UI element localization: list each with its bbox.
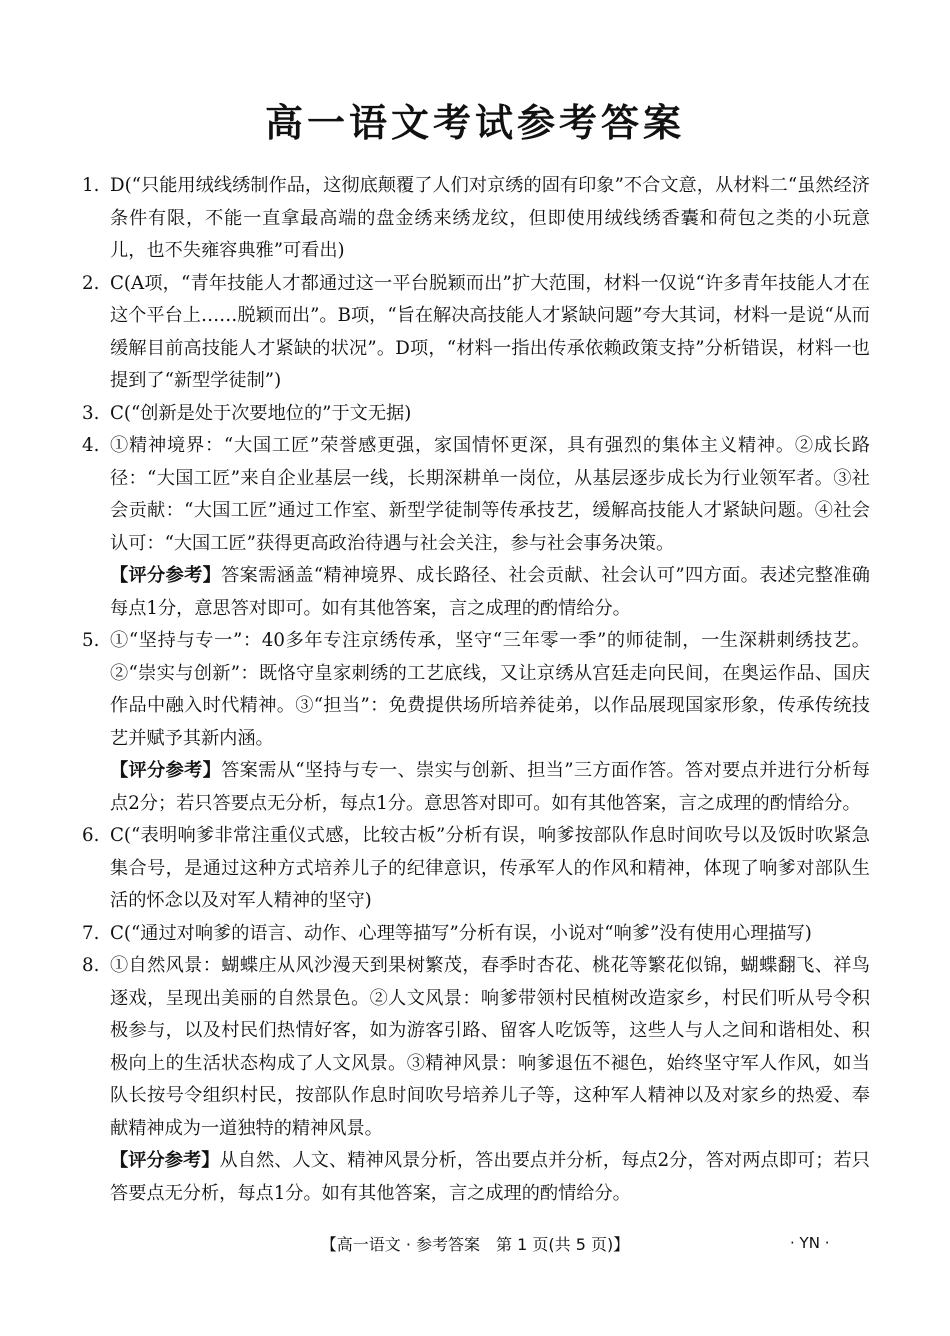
answer-item-1 xyxy=(82,170,870,268)
scoring-label: 【评分参考】 xyxy=(110,565,222,586)
scoring-text: 答案需涵盖“精神境界、成长路径、社会贡献、社会认可”四方面。表述完整准确每点1分，意思答对即可。如有其他答案，言之成理的酌情给分。 xyxy=(110,565,870,619)
scoring-label: 【评分参考】 xyxy=(110,1150,220,1171)
item-text: ①自然风景：蝴蝶庄从风沙漫天到果树繁茂，春季时杏花、桃花等繁花似锦，蝴蝶翻飞、祥鸟逐戏，呈现出美丽的自然景色。②人文风景：响爹带领村民植树改造家乡，村民们听从号令积极参与，以及村民们热情好客，如为游客引路、留客人吃饭等，这些人与人之间和谐相处、积极向上的生活状态构成了人文风景。③精神风景：响爹退伍不褪色，始终坚守军人作风，如当队长按号令组织村民，按部队作息时间吹号培养儿子等，这种军人精神以及对家乡的热爱、奉献精神成为一道独特的精神风景。 xyxy=(110,955,870,1139)
page-title: 高一语文考试参考答案 xyxy=(264,101,685,145)
item-number: 1. xyxy=(82,175,100,196)
answer-item-2 xyxy=(82,268,870,398)
item-text: C(“创新是处于次要地位的”于文无据) xyxy=(110,402,412,424)
answer-item-8 xyxy=(82,950,870,1145)
item-number: 4. xyxy=(82,435,100,456)
item-text: C(“表明响爹非常注重仪式感，比较古板”分析有误，响爹按部队作息时间吹号以及饭时吹紧急集合号，是通过这种方式培养儿子的纪律意识，传承军人的作风和精神，体现了响爹对部队生活的怀念以及对军人精神的坚守) xyxy=(110,825,870,911)
scoring-note-8 xyxy=(82,1145,870,1210)
scoring-text: 从自然、人文、精神风景分析，答出要点并分析，每点2分，答对两点即可；若只答要点无分析，每点1分。如有其他答案，言之成理的酌情给分。 xyxy=(110,1150,870,1204)
item-text: D(“只能用绒线绣制作品，这彻底颠覆了人们对京绣的固有印象”不合文意，从材料二“虽然经济条件有限，不能一直拿最高端的盘金绣来绣龙纹，但即使用绒线绣香囊和荷包之类的小玩意儿，也不失雍容典雅”可看出) xyxy=(110,175,870,261)
answer-content xyxy=(82,170,870,1210)
scoring-label: 【评分参考】 xyxy=(110,760,222,781)
item-number: 5. xyxy=(82,630,100,651)
answer-item-6 xyxy=(82,820,870,918)
item-number: 3. xyxy=(82,402,100,424)
item-text: ①“坚持与专一”：40多年专注京绣传承，坚守“三年零一季”的师徒制，一生深耕刺绣技艺。②“崇实与创新”：既恪守皇家刺绣的工艺底线，又让京绣从宫廷走向民间，在奥运作品、国庆作品中融入时代精神。③“担当”：免费提供场所培养徒弟，以作品展现国家形象，传承传统技艺并赋予其新内涵。 xyxy=(110,630,870,749)
footer-code: · YN · xyxy=(790,1234,830,1252)
item-text: ①精神境界：“大国工匠”荣誉感更强，家国情怀更深，具有强烈的集体主义精神。②成长路径：“大国工匠”来自企业基层一线，长期深耕单一岗位，从基层逐步成长为行业领军者。③社会贡献：“大国工匠”通过工作室、新型学徒制等传承技艺，缓解高技能人才紧缺问题。④社会认可：“大国工匠”获得更高政治待遇与社会关注，参与社会事务决策。 xyxy=(110,435,870,554)
item-text: C(A项，“青年技能人才都通过这一平台脱颖而出”扩大范围，材料一仅说“许多青年技能人才在这个平台上……脱颖而出”。B项，“旨在解决高技能人才紧缺问题”夸大其词，材料一是说“从而缓解目前高技能人才紧缺的状况”。D项，“材料一指出传承依赖政策支持”分析错误，材料一也提到了“新型学徒制”) xyxy=(110,272,870,391)
item-number: 7. xyxy=(82,922,100,944)
answer-item-7 xyxy=(82,918,870,951)
item-text: C(“通过对响爹的语言、动作、心理等描写”分析有误，小说对“响爹”没有使用心理描写) xyxy=(110,922,812,944)
scoring-note-5 xyxy=(82,755,870,820)
item-number: 8. xyxy=(82,955,100,976)
scoring-text: 答案需从“坚持与专一、崇实与创新、担当”三方面作答。答对要点并进行分析每点2分；若只答要点无分析，每点1分。意思答对即可。如有其他答案，言之成理的酌情给分。 xyxy=(110,760,870,814)
scoring-note-4 xyxy=(82,560,870,625)
answer-item-3 xyxy=(82,398,870,431)
answer-item-5 xyxy=(82,625,870,755)
answer-item-4 xyxy=(82,430,870,560)
page-footer: 【高一语文 · 参考答案 第 1 页(共 5 页)】 xyxy=(320,1235,630,1254)
item-number: 6. xyxy=(82,825,100,846)
item-number: 2. xyxy=(82,272,100,294)
